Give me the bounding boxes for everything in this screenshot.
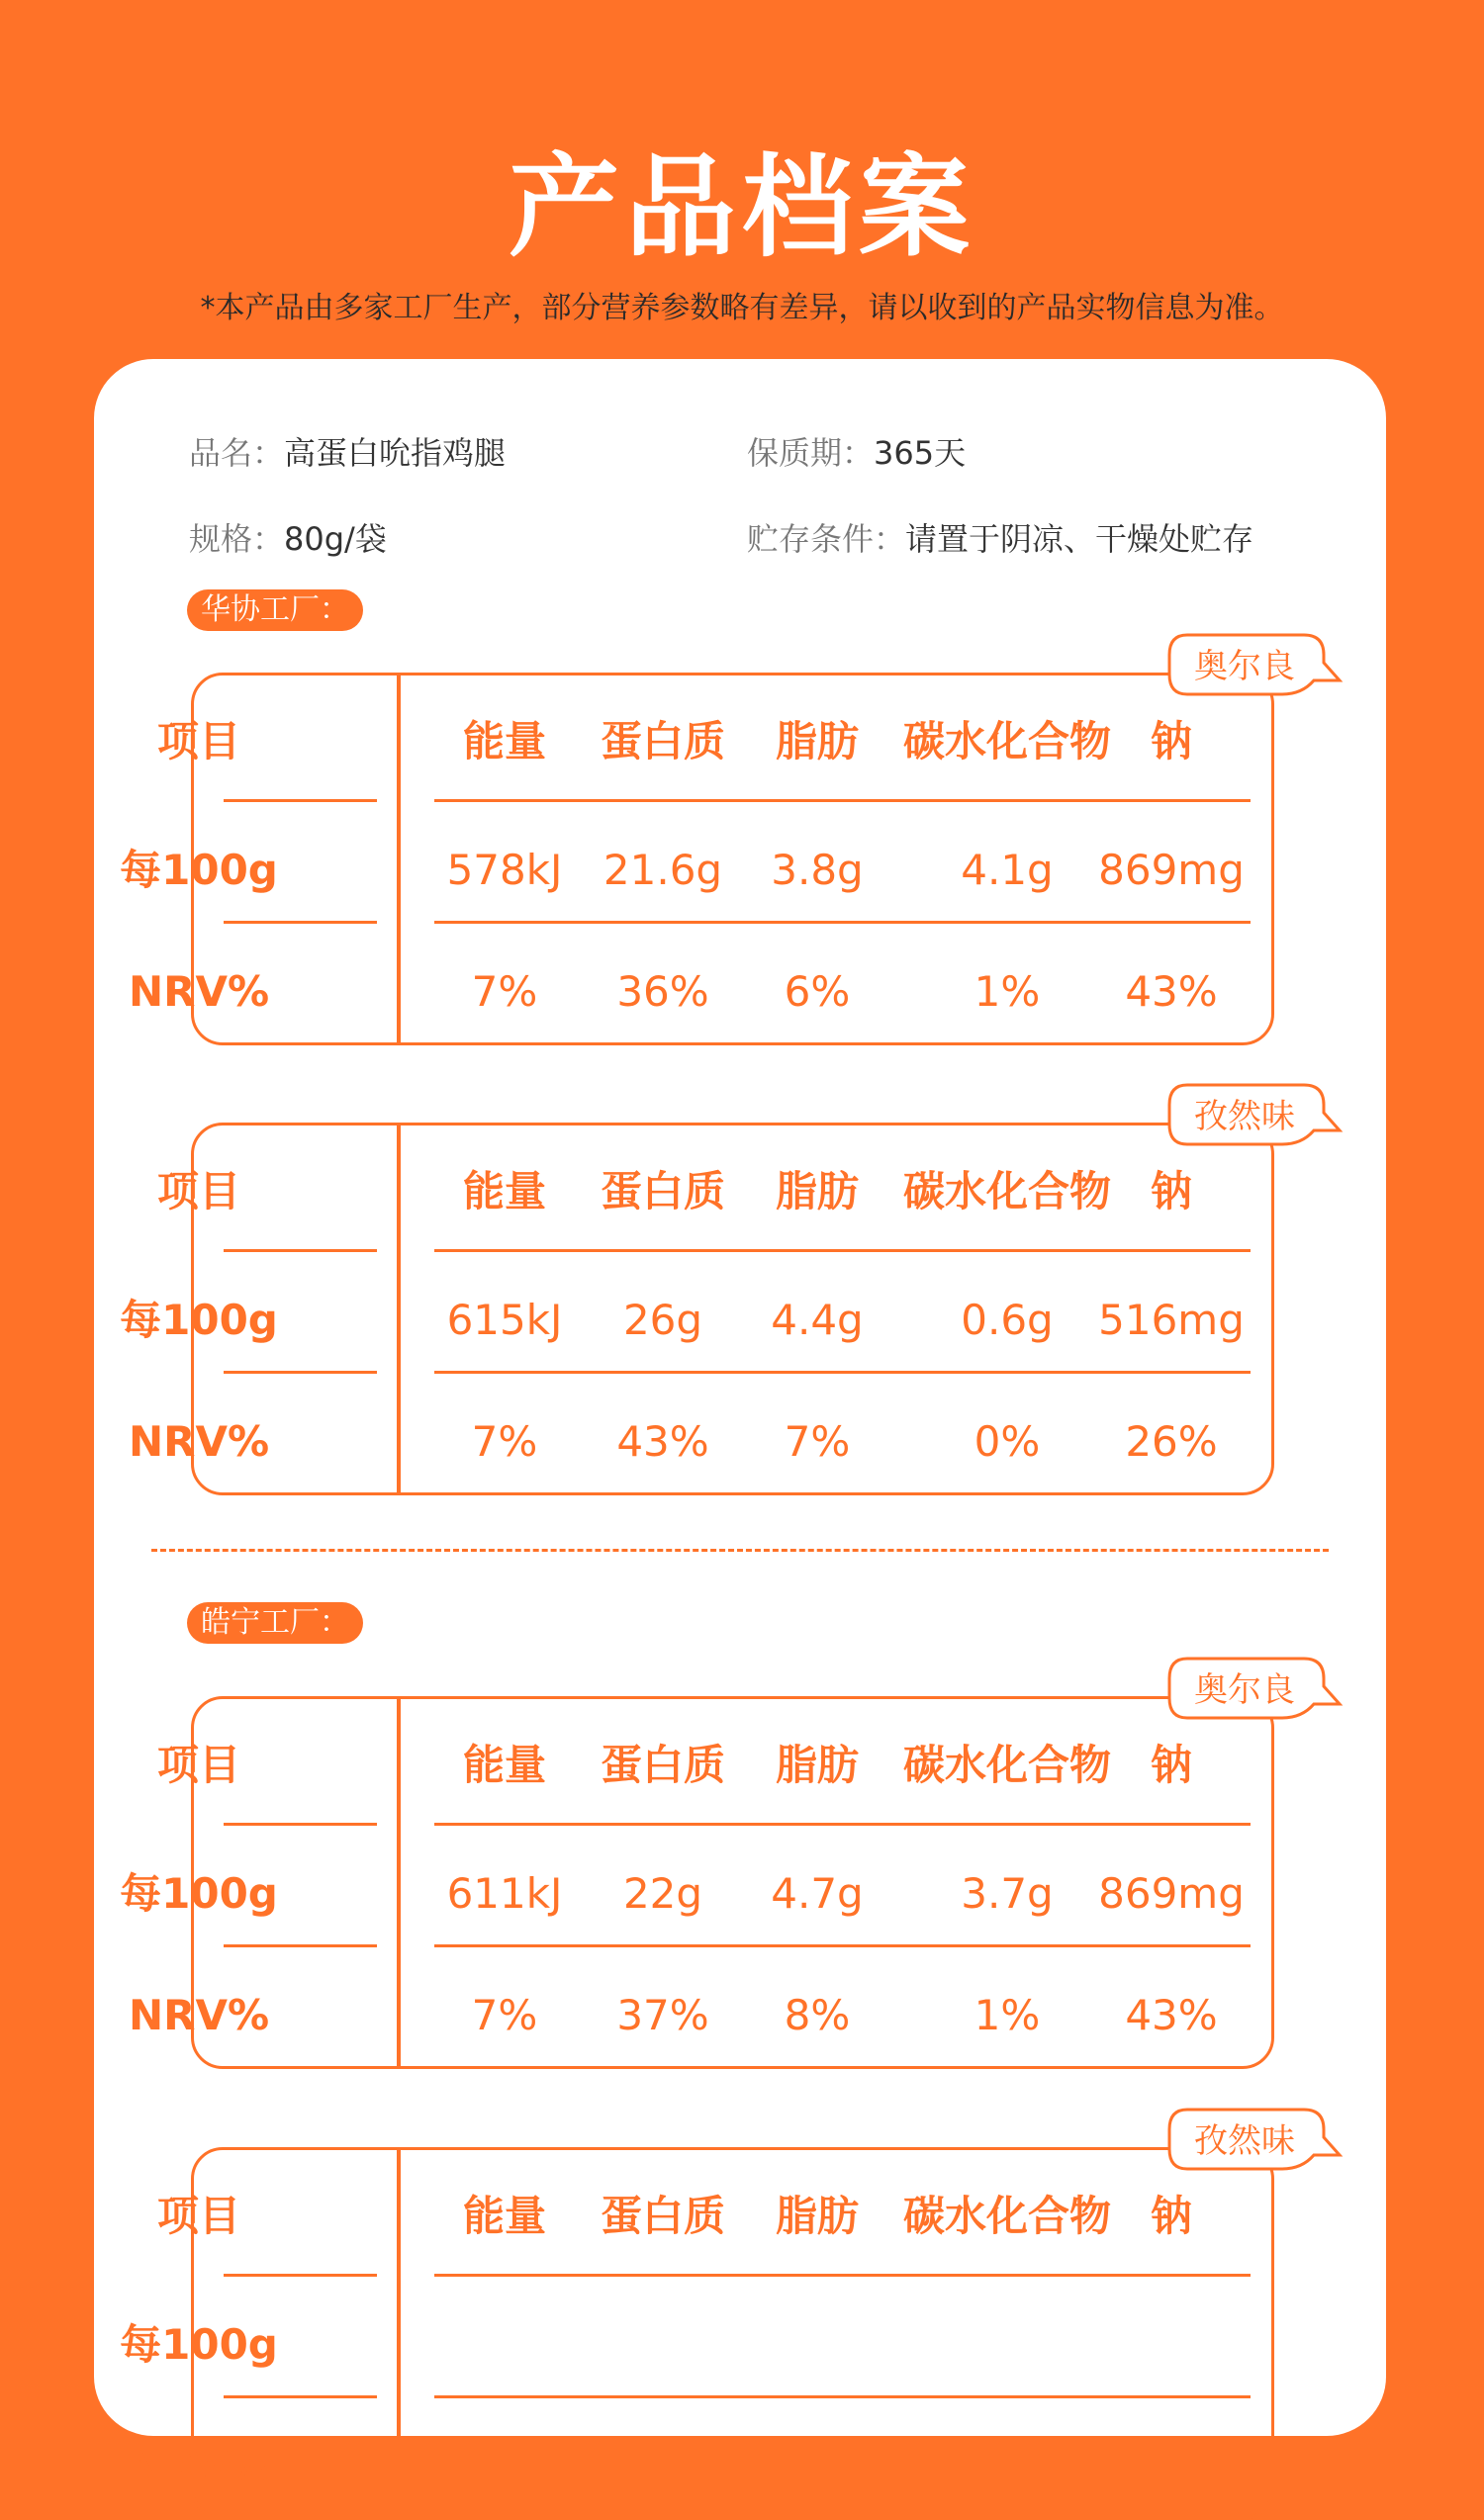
info-name-value: 高蛋白吮指鸡腿 — [284, 434, 507, 472]
info-shelf-label: 保质期： — [747, 434, 875, 472]
notice-text: *本产品由多家工厂生产，部分营养参数略有差异，请以收到的产品实物信息为准。 — [200, 291, 1284, 325]
nrv-value: 7% — [471, 1991, 538, 2039]
nutrition-table — [120, 1123, 1274, 1495]
nrv-value: 6% — [784, 967, 851, 1016]
nrv-value: 7% — [784, 1417, 851, 1466]
column-header: 钠 — [1150, 1741, 1192, 1789]
info-shelf-value: 365天 — [874, 434, 967, 472]
per100g-value: 4.1g — [961, 846, 1054, 894]
column-header: 钠 — [1150, 2192, 1192, 2240]
row-divider — [434, 1249, 1251, 1252]
row-divider — [224, 921, 377, 924]
info-spec-label: 规格： — [189, 520, 285, 558]
row-label-nrv: NRV% — [128, 2442, 270, 2490]
info-storage-label: 贮存条件： — [747, 520, 906, 558]
column-header: 钠 — [1150, 717, 1192, 765]
column-header: 脂肪 — [775, 1741, 859, 1789]
column-header: 脂肪 — [775, 2192, 859, 2240]
flavor-tag — [1165, 2104, 1344, 2183]
column-header: 项目 — [156, 2192, 240, 2240]
row-divider — [434, 1823, 1251, 1826]
nrv-value: 36% — [616, 967, 709, 1016]
nrv-value: 43% — [1125, 1991, 1218, 2039]
column-header: 脂肪 — [775, 717, 859, 765]
column-header: 钠 — [1150, 1167, 1192, 1215]
factory-tag-haoning: 皓宁工厂： — [187, 1602, 363, 1644]
flavor-label: 孜然味 — [1194, 1097, 1295, 1136]
nrv-value: 1% — [974, 1991, 1041, 2039]
column-header: 能量 — [462, 2192, 546, 2240]
nrv-value: 7% — [471, 1417, 538, 1466]
row-divider — [224, 1371, 377, 1374]
info-spec — [189, 517, 387, 561]
page-title: 产品档案 — [509, 143, 975, 272]
row-divider — [224, 799, 377, 802]
per100g-value: 615kJ — [446, 1296, 563, 1344]
row-divider — [224, 1944, 377, 1947]
flavor-tag — [1165, 1653, 1344, 1732]
factory-tag-huaxie: 华协工厂： — [187, 589, 363, 631]
info-spec-value: 80g/袋 — [284, 520, 387, 558]
per100g-value: 4.7g — [771, 1869, 864, 1918]
column-header: 碳水化合物 — [902, 717, 1111, 765]
column-header: 项目 — [156, 1741, 240, 1789]
column-header: 项目 — [156, 1167, 240, 1215]
column-header: 脂肪 — [775, 1167, 859, 1215]
row-divider — [434, 1944, 1251, 1947]
column-header: 蛋白质 — [600, 1741, 725, 1789]
column-header: 蛋白质 — [600, 1167, 725, 1215]
product-card — [94, 359, 1386, 2490]
row-divider — [434, 921, 1251, 924]
row-divider — [434, 2274, 1251, 2277]
per100g-value: 21.6g — [603, 846, 723, 894]
nutrition-table — [120, 2147, 1274, 2520]
row-divider — [224, 1249, 377, 1252]
column-header: 能量 — [462, 1167, 546, 1215]
row-label-per100g: 每100g — [120, 1869, 278, 1918]
per100g-value: 26g — [622, 1296, 703, 1344]
per100g-value: 3.7g — [961, 1869, 1054, 1918]
flavor-label: 奥尔良 — [1194, 1670, 1295, 1710]
row-label-per100g: 每100g — [120, 2320, 278, 2369]
per100g-value: 3.8g — [771, 846, 864, 894]
nrv-value: 43% — [1125, 967, 1218, 1016]
flavor-tag — [1165, 629, 1344, 708]
column-header: 能量 — [462, 1741, 546, 1789]
nrv-value: 7% — [471, 967, 538, 1016]
info-storage — [747, 517, 1253, 561]
section-divider — [151, 1549, 1329, 1552]
row-divider — [434, 1371, 1251, 1374]
row-label-nrv: NRV% — [128, 967, 270, 1016]
column-header: 蛋白质 — [600, 2192, 725, 2240]
per100g-value: 869mg — [1098, 1869, 1245, 1918]
per100g-value: 516mg — [1098, 1296, 1245, 1344]
per100g-value: 4.4g — [771, 1296, 864, 1344]
row-divider — [434, 2395, 1251, 2398]
row-label-per100g: 每100g — [120, 846, 278, 894]
flavor-label: 奥尔良 — [1194, 647, 1295, 686]
row-divider — [224, 1823, 377, 1826]
row-label-nrv: NRV% — [128, 1417, 270, 1466]
info-storage-value: 请置于阴凉、干燥处贮存 — [905, 520, 1254, 558]
nrv-value: 26% — [1125, 1417, 1218, 1466]
info-name — [189, 431, 506, 475]
column-header: 碳水化合物 — [902, 1741, 1111, 1789]
row-label-nrv: NRV% — [128, 1991, 270, 2039]
per100g-value: 578kJ — [446, 846, 563, 894]
column-header: 碳水化合物 — [902, 2192, 1111, 2240]
flavor-label: 孜然味 — [1194, 2121, 1295, 2161]
nrv-value: 43% — [616, 1417, 709, 1466]
nrv-value: 0% — [974, 1417, 1041, 1466]
column-header: 项目 — [156, 717, 240, 765]
per100g-value: 22g — [622, 1869, 703, 1918]
row-divider — [224, 2395, 377, 2398]
info-shelf-life — [747, 431, 966, 475]
nutrition-table — [120, 1696, 1274, 2069]
per100g-value: 869mg — [1098, 846, 1245, 894]
flavor-tag — [1165, 1079, 1344, 1158]
column-header: 能量 — [462, 717, 546, 765]
column-header: 碳水化合物 — [902, 1167, 1111, 1215]
per100g-value: 611kJ — [446, 1869, 563, 1918]
nutrition-table — [120, 673, 1274, 1045]
column-header: 蛋白质 — [600, 717, 725, 765]
nrv-value: 37% — [616, 1991, 709, 2039]
row-divider — [434, 799, 1251, 802]
row-label-per100g: 每100g — [120, 1296, 278, 1344]
info-name-label: 品名： — [189, 434, 285, 472]
row-divider — [224, 2274, 377, 2277]
nrv-value: 8% — [784, 1991, 851, 2039]
per100g-value: 0.6g — [961, 1296, 1054, 1344]
nrv-value: 1% — [974, 967, 1041, 1016]
